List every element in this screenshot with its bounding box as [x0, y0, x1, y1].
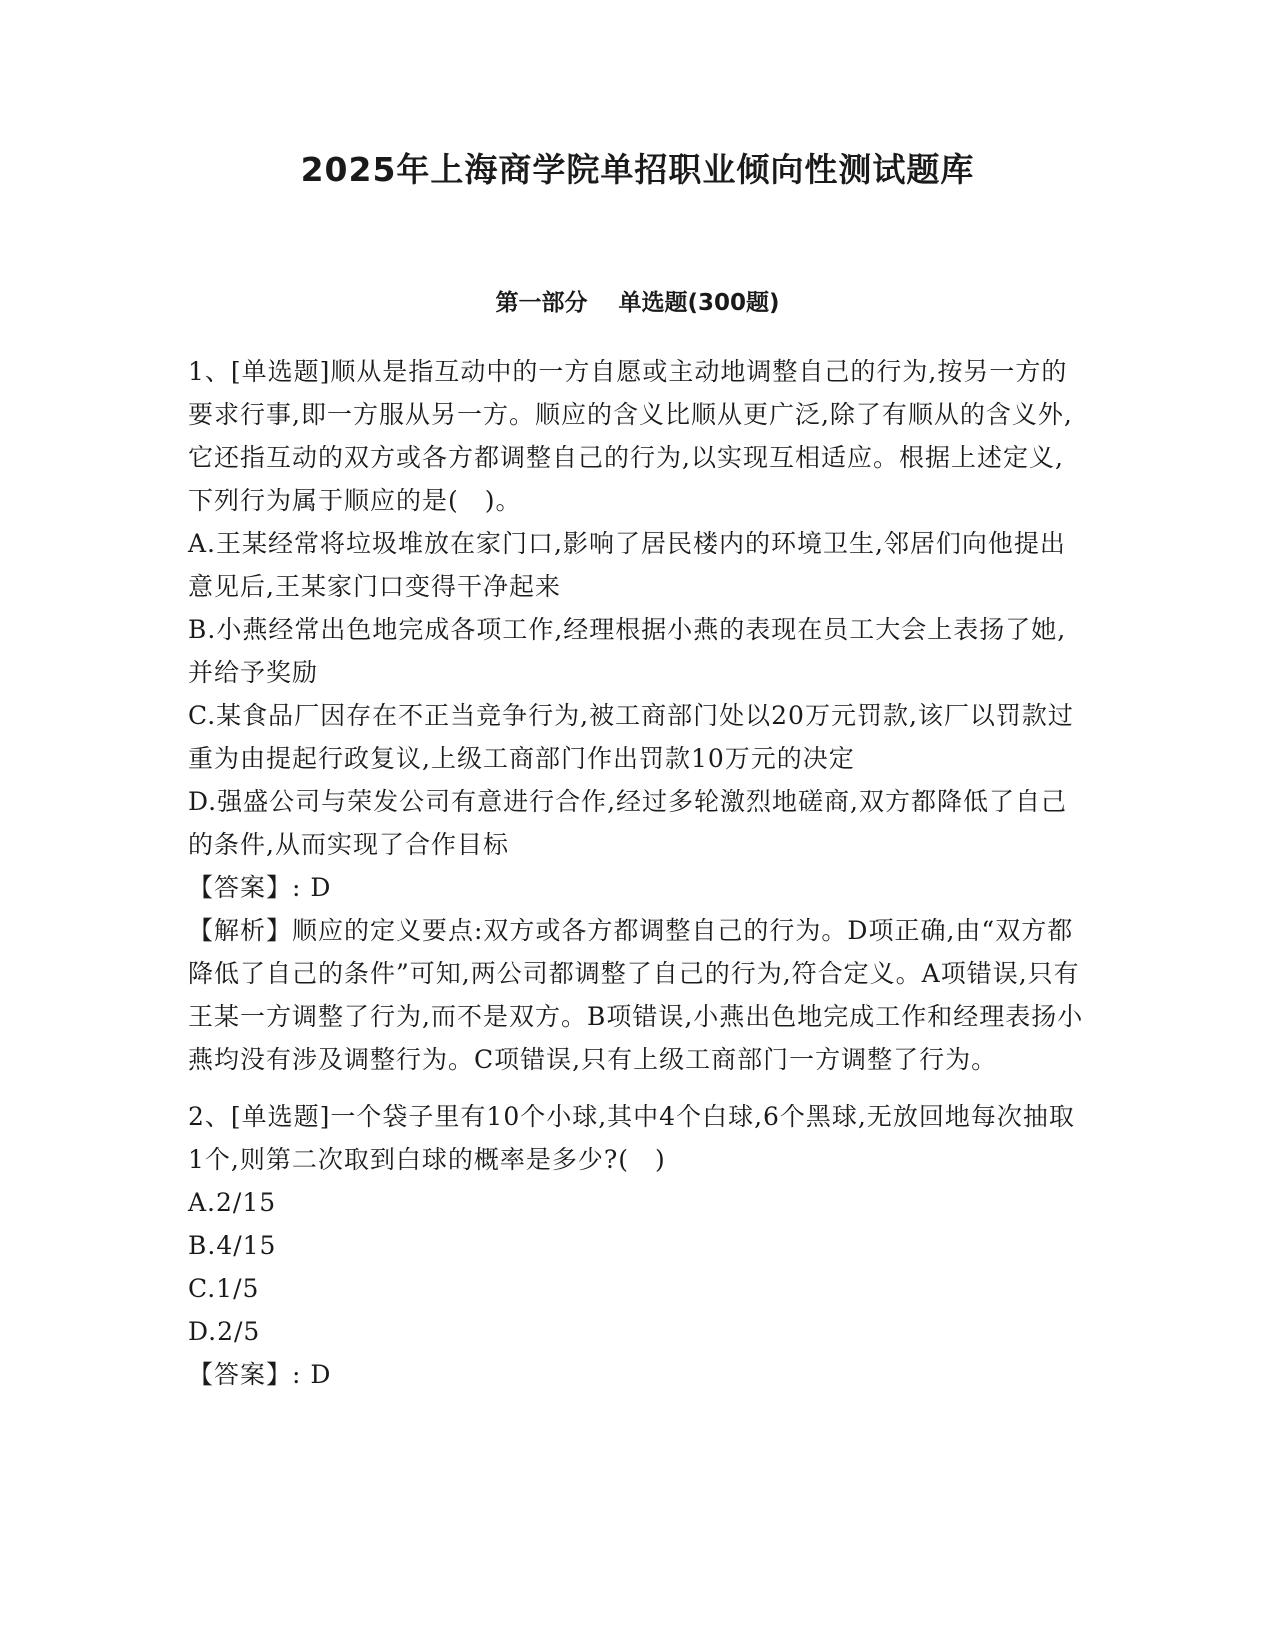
answer-line: 【答案】: D	[188, 873, 332, 902]
option-d: D.2/5	[188, 1317, 261, 1346]
option-c: C.1/5	[188, 1274, 260, 1303]
option-b: B.4/15	[188, 1231, 277, 1260]
question-1	[188, 350, 1088, 1081]
answer-line: 【答案】: D	[188, 1360, 332, 1389]
section-heading: 第一部分 单选题(300题)	[495, 290, 780, 316]
analysis-text: 【解析】顺应的定义要点:双方或各方都调整自己的行为。D项正确,由“双方都降低了自己的条件”可知,两公司都调整了自己的行为,符合定义。A项错误,只有王某一方调整了行为,而不是双方。B项错误,小燕出色地完成工作和经理表扬小燕均没有涉及调整行为。C项错误,只有上级工商部门一方调整了行为。	[188, 916, 1084, 1074]
question-2	[188, 1095, 1088, 1396]
option-c: C.某食品厂因存在不正当竞争行为,被工商部门处以20万元罚款,该厂以罚款过重为由提起行政复议,上级工商部门作出罚款10万元的决定	[188, 701, 1074, 773]
question-stem: 1、[单选题]顺从是指互动中的一方自愿或主动地调整自己的行为,按另一方的要求行事,即一方服从另一方。顺应的含义比顺从更广泛,除了有顺从的含义外,它还指互动的双方或各方都调整自己的行为,以实现互相适应。根据上述定义,下列行为属于顺应的是( )。	[188, 357, 1073, 515]
option-d: D.强盛公司与荣发公司有意进行合作,经过多轮激烈地磋商,双方都降低了自己的条件,从而实现了合作目标	[188, 787, 1067, 859]
question-list	[188, 350, 1088, 1396]
option-b: B.小燕经常出色地完成各项工作,经理根据小燕的表现在员工大会上表扬了她,并给予奖励	[188, 615, 1067, 687]
option-a: A.王某经常将垃圾堆放在家门口,影响了居民楼内的环境卫生,邻居们向他提出意见后,王某家门口变得干净起来	[188, 529, 1066, 601]
document-title: 2025年上海商学院单招职业倾向性测试题库	[300, 150, 975, 189]
question-stem: 2、[单选题]一个袋子里有10个小球,其中4个白球,6个黑球,无放回地每次抽取1个,则第二次取到白球的概率是多少?( )	[188, 1102, 1075, 1174]
option-a: A.2/15	[188, 1188, 277, 1217]
